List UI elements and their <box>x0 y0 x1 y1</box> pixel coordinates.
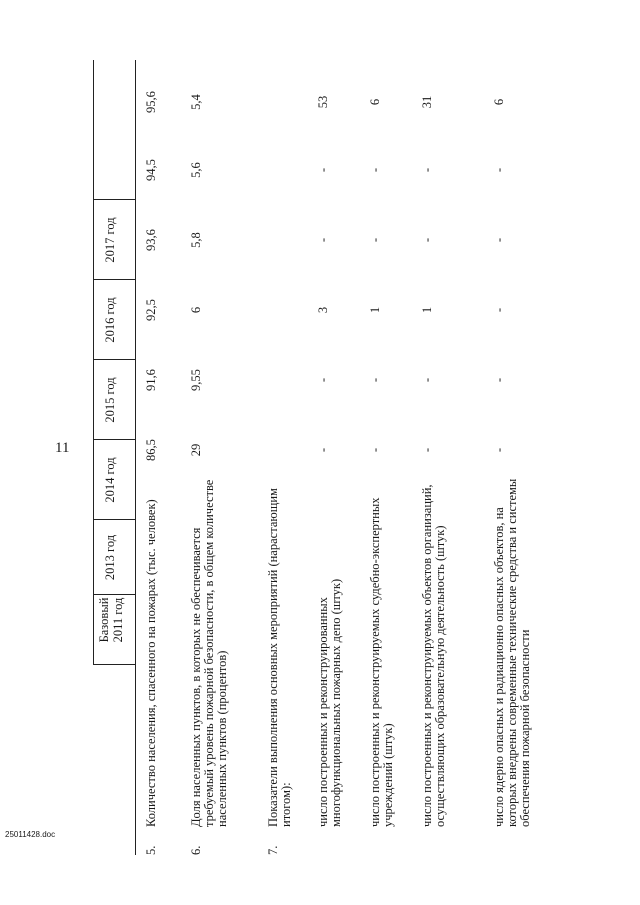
indicators-table <box>85 60 565 855</box>
row-6-2016: 5,6 <box>189 162 203 178</box>
rotated-table-area <box>85 60 565 855</box>
row-education-2014: 1 <box>420 306 434 314</box>
row-5-2013: 91,6 <box>144 369 158 391</box>
row-education-2013: - <box>420 377 434 383</box>
row-nuclear-2015: - <box>492 237 506 243</box>
row-forensic-2014: 1 <box>368 306 382 314</box>
row-depots-2016: - <box>316 167 330 173</box>
row-forensic-2017: 6 <box>368 98 382 106</box>
row-6-number: 6. <box>189 845 203 855</box>
row-nuclear-2014: - <box>492 307 506 313</box>
row-5-2015: 93,6 <box>144 229 158 251</box>
header-year-2015: 2015 год <box>103 377 117 423</box>
row-depots-2013: - <box>316 377 330 383</box>
page-number: 11 <box>55 440 70 456</box>
row-6-base: 29 <box>189 443 203 457</box>
header-year-2013: 2013 год <box>103 534 117 581</box>
row-5-2016: 94,5 <box>144 159 158 181</box>
header-year-2014: 2014 год <box>103 457 117 503</box>
row-nuclear-2016: - <box>492 167 506 173</box>
row-5-2017: 95,6 <box>144 91 158 113</box>
row-6-2014: 6 <box>189 306 203 314</box>
row-depots-2014: 3 <box>316 306 330 314</box>
row-7-label: Показатели выполнения основных мероприятий (нарастающим итогом): <box>266 488 293 827</box>
row-depots-2015: - <box>316 237 330 243</box>
row-forensic-2013: - <box>368 377 382 383</box>
row-7-number: 7. <box>266 845 280 855</box>
header-year-2017: 2017 год <box>103 217 117 263</box>
row-education-base: - <box>420 447 434 453</box>
row-5-number: 5. <box>144 845 158 855</box>
table-top-rule <box>93 60 94 665</box>
row-5-base: 86,5 <box>144 439 158 461</box>
document-code: 25011428.doc <box>5 830 56 839</box>
row-nuclear-base: - <box>492 447 506 453</box>
row-forensic-label: число построенных и реконструируемых судебно-экспертных учреждений (штук) <box>368 497 395 827</box>
row-forensic-2015: - <box>368 237 382 243</box>
row-nuclear-2017: 6 <box>492 98 506 106</box>
row-5-2014: 92,5 <box>144 299 158 321</box>
row-6-2013: 9,55 <box>189 369 203 391</box>
row-depots-2017: 53 <box>316 95 330 109</box>
row-education-2015: - <box>420 237 434 243</box>
row-depots-base: - <box>316 447 330 453</box>
row-depots-label: число построенных и реконструированных многофункциональных пожарных депо (штук) <box>316 578 343 827</box>
row-6-label: Доля населенных пунктов, в которых не обеспечивается требуемый уровень пожарной безопасности, в общем количестве населенных пунктов (процентов) <box>189 479 229 827</box>
row-nuclear-label: число ядерно опасных и радиационно опасных объектов, на которых внедрены современные технические средства и системы обеспечения пожарной безопасности <box>492 478 532 827</box>
row-6-2015: 5,8 <box>189 232 203 248</box>
row-education-2017: 31 <box>420 95 434 109</box>
row-nuclear-2013: - <box>492 377 506 383</box>
header-divider-1 <box>93 664 135 665</box>
row-5-label: Количество населения, спасенного на пожарах (тыс. человек) <box>144 499 158 827</box>
row-education-2016: - <box>420 167 434 173</box>
header-year-2016: 2016 год <box>103 297 117 343</box>
header-base-year: Базовый 2011 год <box>97 597 125 643</box>
row-forensic-base: - <box>368 447 382 453</box>
row-6-2017: 5,4 <box>189 94 203 110</box>
row-education-label: число построенных и реконструируемых объектов организаций, осуществляющих образовательную деятельность (штук) <box>420 484 447 827</box>
row-forensic-2016: - <box>368 167 382 173</box>
header-bottom-rule <box>135 60 136 855</box>
